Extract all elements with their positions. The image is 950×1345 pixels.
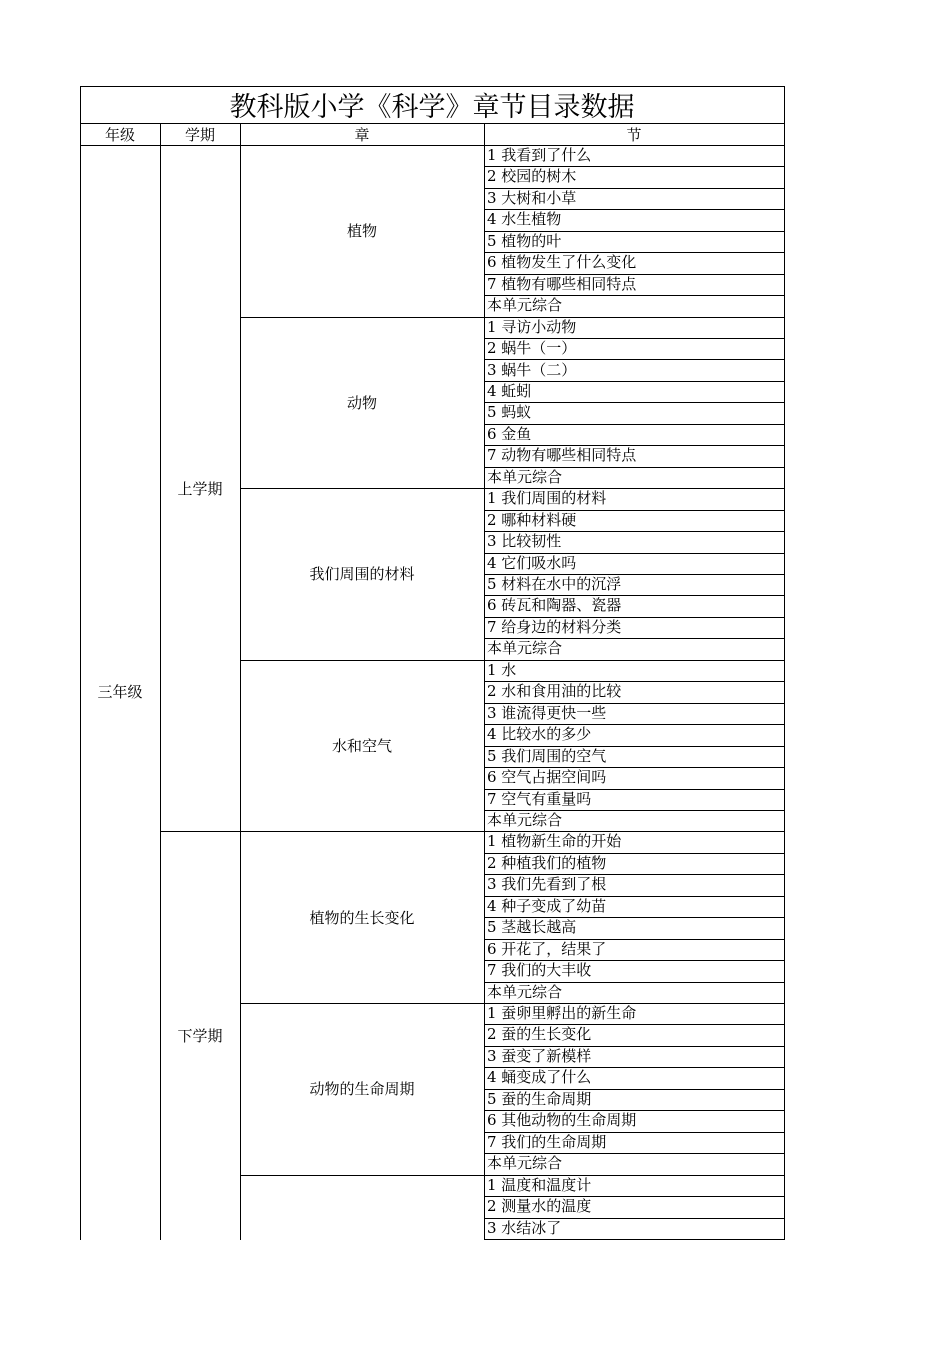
grid-line-h bbox=[484, 1132, 785, 1133]
section-cell: 7 植物有哪些相同特点 bbox=[487, 274, 637, 293]
grid-line-h bbox=[484, 1046, 785, 1047]
section-cell: 1 寻访小动物 bbox=[487, 317, 577, 336]
section-cell: 3 大树和小草 bbox=[487, 188, 577, 207]
section-cell: 1 温度和温度计 bbox=[487, 1175, 592, 1194]
grid-line-h bbox=[484, 274, 785, 275]
section-cell: 1 蚕卵里孵出的新生命 bbox=[487, 1004, 637, 1022]
grid-line-h bbox=[484, 574, 785, 575]
grid-line-v bbox=[784, 488, 785, 660]
grid-line-h bbox=[484, 1239, 785, 1240]
grid-line-h bbox=[484, 1089, 785, 1090]
grid-line-h bbox=[484, 1218, 785, 1219]
section-cell: 2 测量水的温度 bbox=[487, 1197, 592, 1216]
section-cell: 2 蜗牛（一） bbox=[487, 339, 577, 358]
grid-line-v bbox=[784, 660, 785, 832]
section-cell: 4 蛹变成了什么 bbox=[487, 1068, 592, 1087]
grid-line-h bbox=[484, 660, 785, 661]
grid-line-h bbox=[484, 982, 785, 983]
grid-line-h bbox=[160, 831, 241, 832]
grid-line-h bbox=[484, 553, 785, 554]
grid-line-v bbox=[784, 1003, 785, 1175]
section-cell: 3 蜗牛（二） bbox=[487, 360, 577, 379]
grid-line-h bbox=[484, 1196, 785, 1197]
grid-line-h bbox=[484, 1067, 785, 1068]
chapter-cell: 植物的生长变化 bbox=[309, 908, 415, 927]
section-cell: 3 水结冰了 bbox=[487, 1218, 562, 1237]
grid-line-h bbox=[484, 746, 785, 747]
grid-line-h bbox=[484, 681, 785, 682]
section-cell: 1 我们周围的材料 bbox=[487, 489, 607, 508]
grid-line-h bbox=[484, 488, 785, 489]
grid-line-v bbox=[784, 317, 785, 489]
grid-line-h bbox=[484, 617, 785, 618]
grid-line-v bbox=[784, 1175, 785, 1239]
section-cell: 3 比较韧性 bbox=[487, 532, 562, 551]
grid-line-h bbox=[240, 317, 485, 318]
grid-line-h bbox=[484, 874, 785, 875]
grid-line-h bbox=[484, 939, 785, 940]
section-cell: 5 材料在水中的沉浮 bbox=[487, 575, 622, 593]
header-term: 学期 bbox=[184, 125, 215, 144]
grade-cell: 三年级 bbox=[97, 683, 143, 702]
section-cell: 4 水生植物 bbox=[487, 210, 562, 229]
section-cell: 2 哪种材料硬 bbox=[487, 510, 577, 529]
grid-line-h bbox=[240, 1003, 485, 1004]
grid-line-h bbox=[484, 1153, 785, 1154]
grid-line-h bbox=[484, 1175, 785, 1176]
grid-line-h bbox=[484, 252, 785, 253]
grid-line-h bbox=[484, 896, 785, 897]
section-cell: 6 开花了，结果了 bbox=[487, 939, 607, 958]
grid-line-h bbox=[80, 145, 785, 146]
grid-line-h bbox=[484, 789, 785, 790]
header-chapter: 章 bbox=[354, 125, 370, 144]
section-cell: 4 比较水的多少 bbox=[487, 725, 592, 744]
header-grade: 年级 bbox=[104, 125, 135, 144]
grid-line-h bbox=[240, 488, 485, 489]
grid-line-h bbox=[484, 724, 785, 725]
grid-line-h bbox=[484, 338, 785, 339]
term-cell: 上学期 bbox=[177, 479, 223, 498]
section-cell: 6 空气占据空间吗 bbox=[487, 768, 607, 787]
section-cell: 6 植物发生了什么变化 bbox=[487, 253, 637, 272]
section-cell: 5 植物的叶 bbox=[487, 231, 562, 250]
grid-line-h bbox=[484, 917, 785, 918]
grid-line-h bbox=[484, 595, 785, 596]
grid-line-h bbox=[240, 1175, 485, 1176]
chapter-cell: 水和空气 bbox=[331, 737, 392, 756]
grid-line-h bbox=[484, 1003, 785, 1004]
grid-line-v bbox=[240, 123, 241, 1240]
section-cell: 7 空气有重量吗 bbox=[487, 789, 592, 808]
section-cell: 7 我们的大丰收 bbox=[487, 961, 592, 980]
grid-line-h bbox=[484, 510, 785, 511]
section-cell: 6 金鱼 bbox=[487, 424, 532, 443]
grid-line-h bbox=[484, 531, 785, 532]
grid-line-h bbox=[484, 381, 785, 382]
section-cell: 本单元综合 bbox=[487, 810, 563, 829]
chapter-cell: 动物的生命周期 bbox=[309, 1080, 415, 1099]
grid-line-h bbox=[484, 295, 785, 296]
grid-line-h bbox=[80, 123, 785, 124]
section-cell: 7 我们的生命周期 bbox=[487, 1132, 607, 1151]
section-cell: 6 其他动物的生命周期 bbox=[487, 1111, 637, 1130]
section-cell: 本单元综合 bbox=[487, 296, 563, 315]
section-cell: 5 我们周围的空气 bbox=[487, 746, 607, 765]
grid-line-h bbox=[484, 960, 785, 961]
grid-line-h bbox=[484, 424, 785, 425]
section-cell: 本单元综合 bbox=[487, 982, 563, 1001]
grid-line-v bbox=[784, 145, 785, 317]
section-cell: 本单元综合 bbox=[487, 467, 563, 486]
chapter-cell: 动物 bbox=[346, 393, 377, 412]
section-cell: 4 它们吸水吗 bbox=[487, 553, 577, 572]
term-cell: 下学期 bbox=[177, 1027, 223, 1046]
grid-line-h bbox=[484, 188, 785, 189]
chapter-cell bbox=[240, 1175, 484, 1239]
section-cell: 6 砖瓦和陶器、瓷器 bbox=[487, 596, 622, 615]
section-cell: 本单元综合 bbox=[487, 1154, 563, 1173]
header-section: 节 bbox=[626, 125, 642, 144]
grid-line-h bbox=[484, 831, 785, 832]
section-cell: 4 种子变成了幼苗 bbox=[487, 896, 607, 915]
section-cell: 1 水 bbox=[487, 660, 517, 679]
section-cell: 4 蚯蚓 bbox=[487, 381, 532, 400]
section-cell: 7 给身边的材料分类 bbox=[487, 617, 622, 636]
grid-line-h bbox=[484, 445, 785, 446]
grid-line-h bbox=[240, 831, 485, 832]
grid-line-h bbox=[484, 402, 785, 403]
grid-line-v bbox=[160, 123, 161, 1240]
section-cell: 2 水和食用油的比较 bbox=[487, 682, 622, 701]
section-cell: 5 蚂蚁 bbox=[487, 403, 532, 422]
grid-line-h bbox=[80, 86, 785, 87]
section-cell: 2 蚕的生长变化 bbox=[487, 1025, 592, 1044]
grid-line-v bbox=[80, 86, 81, 1240]
section-cell: 本单元综合 bbox=[487, 639, 563, 658]
section-cell: 3 我们先看到了根 bbox=[487, 875, 607, 894]
grid-line-h bbox=[484, 467, 785, 468]
grid-line-h bbox=[484, 1110, 785, 1111]
table-title: 教科版小学《科学》章节目录数据 bbox=[229, 92, 635, 123]
grid-line-h bbox=[484, 166, 785, 167]
grid-line-h bbox=[484, 1024, 785, 1025]
section-cell: 3 谁流得更快一些 bbox=[487, 703, 607, 722]
grid-line-h bbox=[484, 810, 785, 811]
grid-line-h bbox=[484, 359, 785, 360]
section-cell: 5 茎越长越高 bbox=[487, 918, 577, 937]
grid-line-h bbox=[484, 638, 785, 639]
grid-line-h bbox=[484, 231, 785, 232]
chapter-cell: 我们周围的材料 bbox=[309, 565, 415, 584]
section-cell: 1 我看到了什么 bbox=[487, 146, 592, 164]
grid-line-h bbox=[240, 660, 485, 661]
section-cell: 1 植物新生命的开始 bbox=[487, 832, 622, 851]
section-cell: 3 蚕变了新模样 bbox=[487, 1046, 592, 1065]
grid-line-h bbox=[484, 703, 785, 704]
section-cell: 2 种植我们的植物 bbox=[487, 853, 607, 872]
chapter-cell: 植物 bbox=[346, 222, 377, 241]
grid-line-h bbox=[484, 853, 785, 854]
section-cell: 2 校园的树木 bbox=[487, 167, 577, 186]
grid-line-h bbox=[484, 767, 785, 768]
grid-line-v bbox=[784, 86, 785, 145]
grid-line-h bbox=[484, 317, 785, 318]
grid-line-h bbox=[484, 209, 785, 210]
grid-line-v bbox=[784, 831, 785, 1003]
section-cell: 7 动物有哪些相同特点 bbox=[487, 446, 637, 465]
section-cell: 5 蚕的生命周期 bbox=[487, 1089, 592, 1108]
